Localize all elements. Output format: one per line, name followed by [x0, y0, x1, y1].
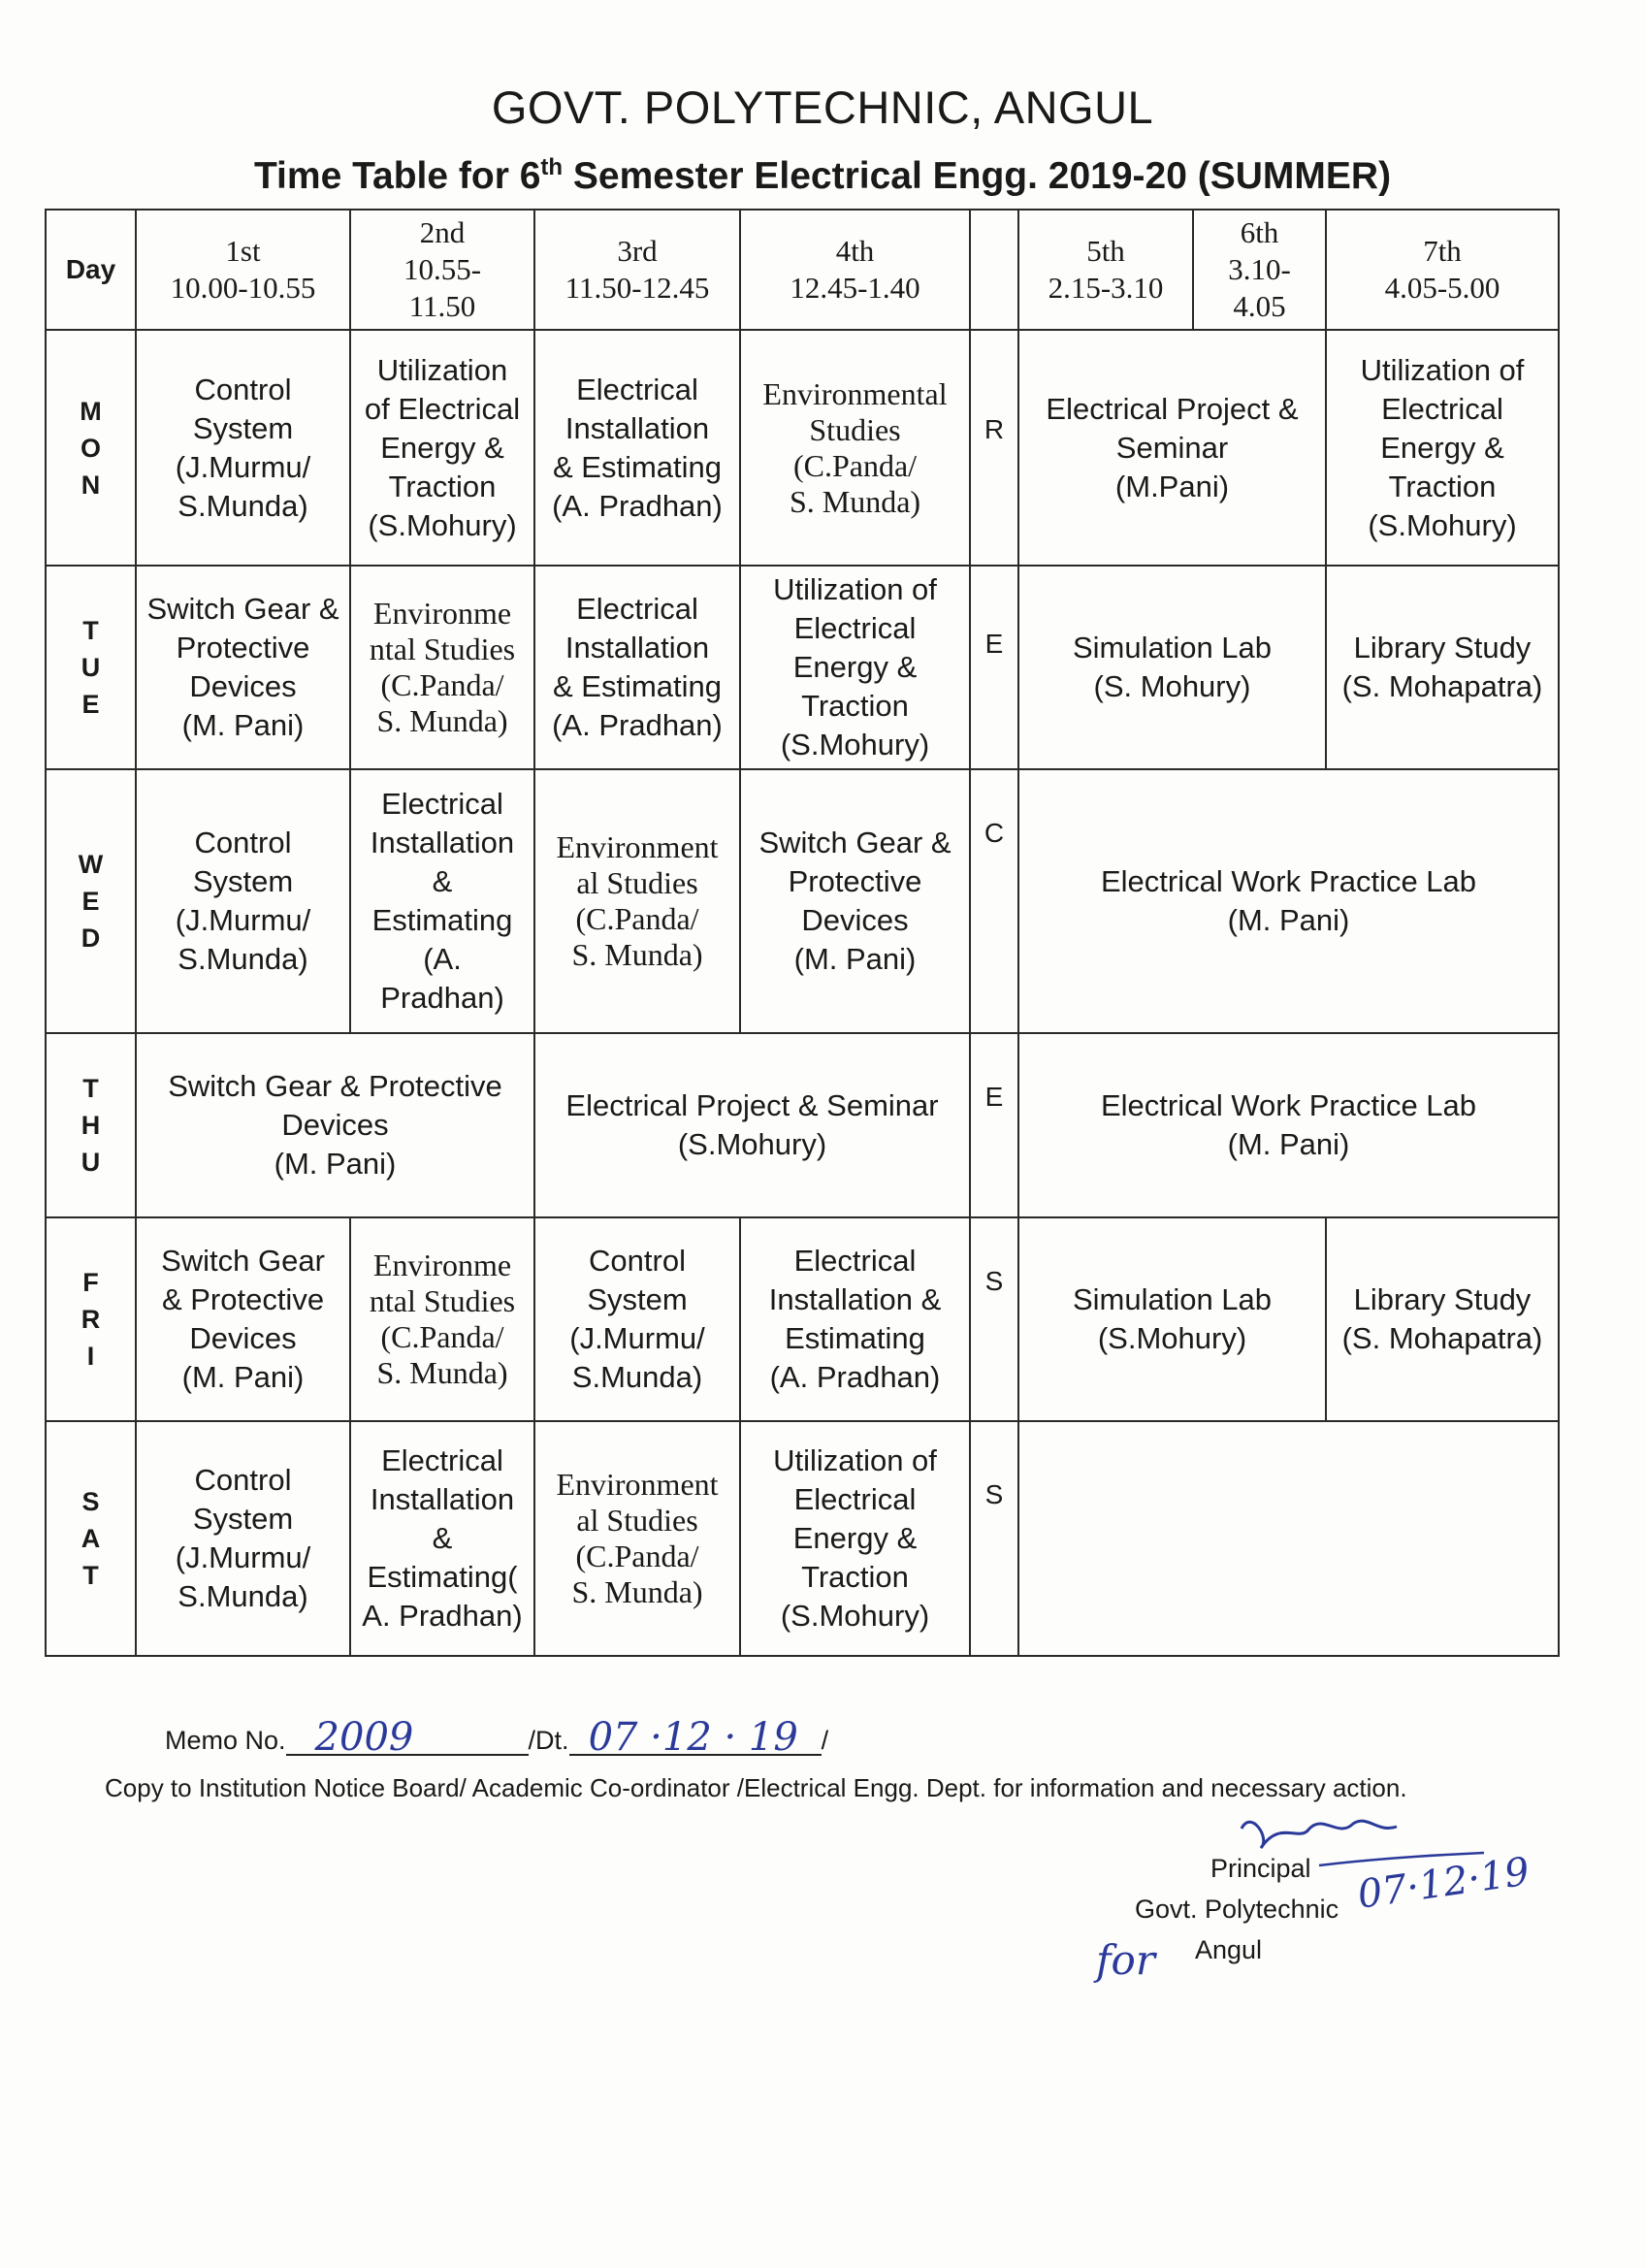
period-1-header: 1st 10.00-10.55: [136, 210, 350, 330]
memo-end: /: [821, 1726, 829, 1755]
cell-mon-p1: Control System (J.Murmu/ S.Munda): [136, 330, 350, 566]
memo-label: Memo No.: [165, 1726, 286, 1755]
copy-to-note: Copy to Institution Notice Board/ Academic Co-ordinator /Electrical Engg. Dept. for information and necessary action.: [105, 1773, 1407, 1802]
signature-date: 07·12·19: [1354, 1849, 1532, 1918]
row-saturday: [46, 1421, 1559, 1656]
day-friday: F R I: [46, 1217, 136, 1421]
cell-wed-p2: Electrical Installation & Estimating (A. Pradhan): [350, 769, 534, 1033]
cell-mon-p3: Electrical Installation & Estimating (A. Pradhan): [534, 330, 740, 566]
signatory-title: Principal: [1210, 1854, 1311, 1883]
cell-mon-p5-6: Electrical Project & Seminar (M.Pani): [1018, 330, 1326, 566]
cell-wed-p3: Environment al Studies (C.Panda/ S. Munda): [534, 769, 740, 1033]
cell-mon-p7: Utilization of Electrical Energy & Traction (S.Mohury): [1326, 330, 1559, 566]
title-part: Semester Electrical Engg. 2019-20 (SUMMER): [563, 155, 1392, 197]
memo-date: 07 ·12 · 19: [588, 1715, 798, 1760]
cell-fri-p7: Library Study (S. Mohapatra): [1326, 1217, 1559, 1421]
cell-tue-p7: Library Study (S. Mohapatra): [1326, 566, 1559, 769]
cell-wed-p4: Switch Gear & Protective Devices (M. Pani): [740, 769, 970, 1033]
cell-tue-p2: Environme ntal Studies (C.Panda/ S. Munda): [350, 566, 534, 769]
cell-sat-p2: Electrical Installation & Estimating( A. Pradhan): [350, 1421, 534, 1656]
memo-date-field: [569, 1715, 822, 1760]
cell-sat-p3: Environment al Studies (C.Panda/ S. Munda): [534, 1421, 740, 1656]
recess-letter: S: [970, 1217, 1018, 1421]
day-saturday: S A T: [46, 1421, 136, 1656]
cell-fri-p5-6: Simulation Lab (S.Mohury): [1018, 1217, 1326, 1421]
memo-line: [165, 1715, 829, 1760]
cell-fri-p3: Control System (J.Murmu/ S.Munda): [534, 1217, 740, 1421]
memo-number-field: [286, 1715, 529, 1760]
cell-tue-p4: Utilization of Electrical Energy & Traction (S.Mohury): [740, 566, 970, 769]
cell-wed-p5-7: Electrical Work Practice Lab (M. Pani): [1018, 769, 1559, 1033]
recess-letter: S: [970, 1421, 1018, 1656]
period-6-header: 6th 3.10- 4.05: [1193, 210, 1326, 330]
cell-tue-p5-6: Simulation Lab (S. Mohury): [1018, 566, 1326, 769]
recess-letter: C: [970, 769, 1018, 1033]
day-wednesday: W E D: [46, 769, 136, 1033]
cell-fri-p2: Environme ntal Studies (C.Panda/ S. Munda): [350, 1217, 534, 1421]
period-7-header: 7th 4.05-5.00: [1326, 210, 1559, 330]
signatory-place: Angul: [1195, 1935, 1263, 1964]
cell-thu-p3-4: Electrical Project & Seminar (S.Mohury): [534, 1033, 970, 1217]
cell-thu-p5-7: Electrical Work Practice Lab (M. Pani): [1018, 1033, 1559, 1217]
timetable: [45, 209, 1560, 1657]
header-row: [46, 210, 1559, 330]
title-superscript: th: [540, 154, 564, 180]
cell-fri-p4: Electrical Installation & Estimating (A. Pradhan): [740, 1217, 970, 1421]
cell-fri-p1: Switch Gear & Protective Devices (M. Pani): [136, 1217, 350, 1421]
cell-sat-p4: Utilization of Electrical Energy & Traction (S.Mohury): [740, 1421, 970, 1656]
memo-date-label: /Dt.: [528, 1726, 569, 1755]
recess-letter: E: [970, 1033, 1018, 1217]
signature-stroke: [1242, 1821, 1397, 1848]
day-column-header: Day: [46, 210, 136, 330]
row-friday: [46, 1217, 1559, 1421]
cell-mon-p2: Utilization of Electrical Energy & Traction (S.Mohury): [350, 330, 534, 566]
recess-header: [970, 210, 1018, 330]
signature-block: [1135, 1848, 1339, 1970]
row-tuesday: [46, 566, 1559, 769]
cell-mon-p4: Environmental Studies (C.Panda/ S. Munda): [740, 330, 970, 566]
cell-tue-p3: Electrical Installation & Estimating (A. Pradhan): [534, 566, 740, 769]
cell-tue-p1: Switch Gear & Protective Devices (M. Pani): [136, 566, 350, 769]
cell-wed-p1: Control System (J.Murmu/ S.Munda): [136, 769, 350, 1033]
row-wednesday: [46, 769, 1559, 1033]
timetable-title: [0, 144, 1645, 201]
period-3-header: 3rd 11.50-12.45: [534, 210, 740, 330]
signature-for: for: [1096, 1936, 1155, 1984]
recess-letter: R: [970, 330, 1018, 566]
college-name: GOVT. POLYTECHNIC, ANGUL: [491, 81, 1154, 133]
cell-sat-p5-7: [1018, 1421, 1559, 1656]
page-header: [0, 80, 1645, 201]
period-4-header: 4th 12.45-1.40: [740, 210, 970, 330]
day-tuesday: T U E: [46, 566, 136, 769]
day-thursday: T H U: [46, 1033, 136, 1217]
signatory-institution: Govt. Polytechnic: [1135, 1895, 1339, 1924]
title-part: Time Table for 6: [253, 155, 541, 197]
cell-thu-p1-2: Switch Gear & Protective Devices (M. Pani): [136, 1033, 534, 1217]
memo-number: 2009: [314, 1715, 414, 1760]
row-thursday: [46, 1033, 1559, 1217]
recess-letter: E: [970, 566, 1018, 769]
period-2-header: 2nd 10.55- 11.50: [350, 210, 534, 330]
period-5-header: 5th 2.15-3.10: [1018, 210, 1193, 330]
row-monday: [46, 330, 1559, 566]
day-monday: M O N: [46, 330, 136, 566]
cell-sat-p1: Control System (J.Murmu/ S.Munda): [136, 1421, 350, 1656]
